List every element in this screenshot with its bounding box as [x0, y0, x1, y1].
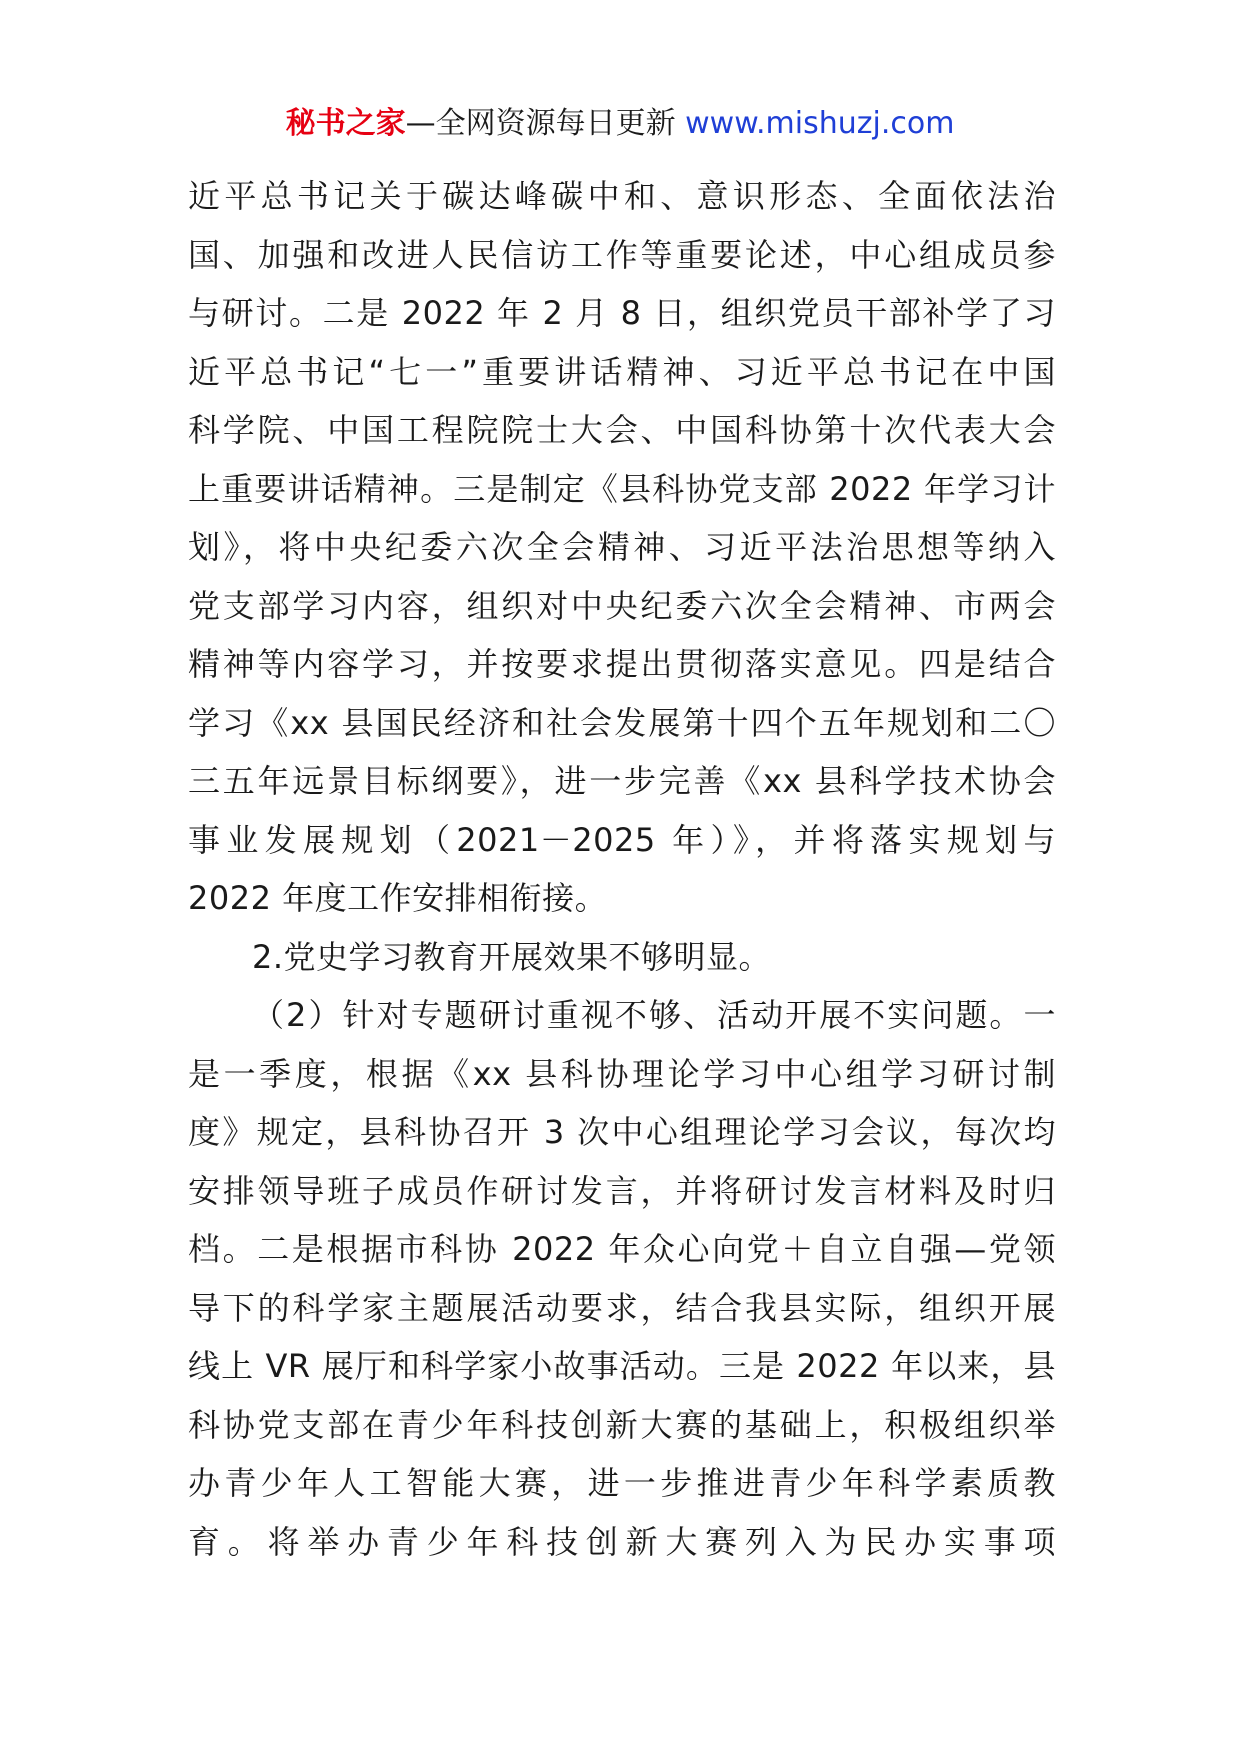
body-line: 2022 年度工作安排相衔接。	[188, 879, 608, 917]
body-line: 办青少年人工智能大赛，进一步推进青少年科学素质教	[188, 1464, 1056, 1502]
body-line: 划》，将中央纪委六次全会精神、习近平法治思想等纳入	[188, 528, 1056, 566]
body-line: 是一季度，根据《xx 县科协理论学习中心组学习研讨制	[188, 1054, 1056, 1093]
body-line: 与研讨。二是 2022 年 2 月 8 日，组织党员干部补学了习	[188, 294, 1056, 332]
body-line: 学习《xx 县国民经济和社会发展第十四个五年规划和二〇	[188, 703, 1056, 742]
site-url-link[interactable]: www.mishuzj.com	[685, 106, 955, 141]
body-line: 近平总书记“七一”重要讲话精神、习近平总书记在中国	[188, 352, 1056, 391]
body-line: 国、加强和改进人民信访工作等重要论述，中心组成员参	[188, 235, 1056, 274]
body-line: 上重要讲话精神。三是制定《县科协党支部 2022 年学习计	[188, 469, 1056, 508]
section-heading: 2.党史学习教育开展效果不够明显。	[252, 937, 772, 976]
body-line: 近平总书记关于碳达峰碳中和、意识形态、全面依法治	[188, 177, 1056, 215]
body-line: （2）针对专题研讨重视不够、活动开展不实问题。一	[252, 996, 1056, 1034]
body-line: 科学院、中国工程院院士大会、中国科协第十次代表大会	[188, 411, 1056, 449]
body-line: 党支部学习内容，组织对中央纪委六次全会精神、市两会	[188, 586, 1056, 625]
body-line: 度》规定，县科协召开 3 次中心组理论学习会议，每次均	[188, 1113, 1056, 1151]
body-line: 事业发展规划（2021－2025 年）》，并将落实规划与	[188, 820, 1056, 859]
body-line: 三五年远景目标纲要》，进一步完善《xx 县科学技术协会	[188, 762, 1056, 800]
body-line: 线上 VR 展厅和科学家小故事活动。三是 2022 年以来，县	[188, 1347, 1056, 1385]
body-line: 科协党支部在青少年科技创新大赛的基础上，积极组织举	[188, 1405, 1056, 1444]
body-line: 档。二是根据市科协 2022 年众心向党＋自立自强—党领	[188, 1230, 1056, 1268]
header-tagline: —全网资源每日更新	[405, 106, 686, 141]
document-body	[188, 167, 1056, 1571]
body-line: 安排领导班子成员作研讨发言，并将研讨发言材料及时归	[188, 1171, 1056, 1210]
body-line: 导下的科学家主题展活动要求，结合我县实际，组织开展	[188, 1288, 1056, 1327]
page-header	[0, 100, 1240, 148]
body-line: 精神等内容学习，并按要求提出贯彻落实意见。四是结合	[188, 645, 1056, 683]
body-line: 育。将举办青少年科技创新大赛列入为民办实事项	[188, 1522, 1056, 1561]
brand-name: 秘书之家	[285, 106, 406, 141]
